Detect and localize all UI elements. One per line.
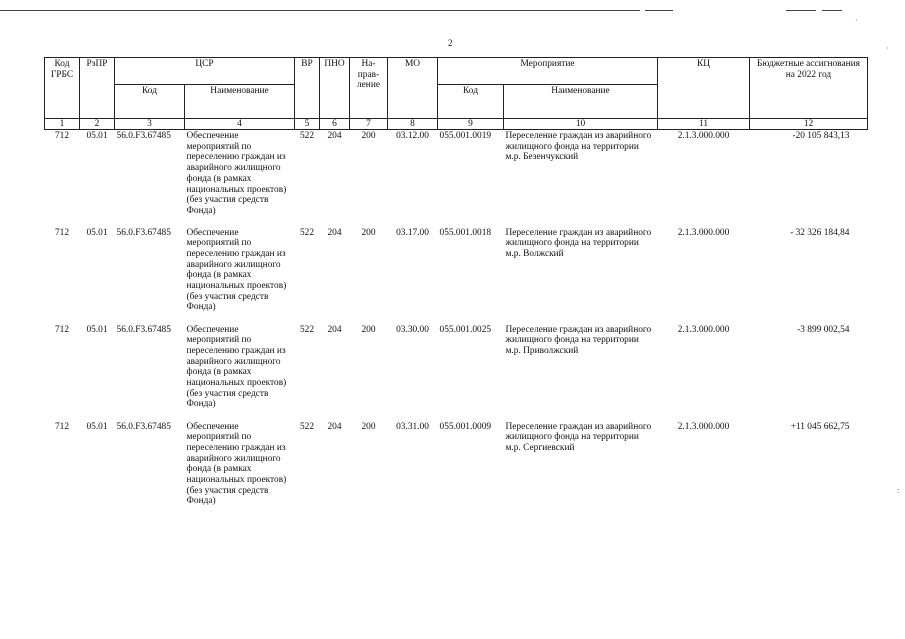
col-number: 12 [750, 119, 868, 130]
scan-speck: · [886, 44, 889, 53]
cell-csr-kod: 56.0.F3.67485 [116, 421, 171, 432]
cell-pno: 204 [327, 324, 342, 335]
cell-meropr-kod: 055.001.0018 [439, 227, 492, 238]
cell-vr: 522 [299, 421, 315, 432]
scan-line-segment [645, 10, 673, 11]
col-number: 11 [658, 119, 750, 130]
cell-amount: -20 105 843,13 [792, 131, 850, 141]
cell-meropr-name: Переселение граждан из аварийного жилищного фонда на территории м.р. Волжский [505, 227, 652, 259]
table-row [45, 421, 868, 521]
cell-rzpr: 05.01 [86, 421, 108, 432]
cell-mo: 03.12.00 [396, 131, 429, 141]
cell-grbs: 712 [54, 227, 70, 238]
col-number: 6 [320, 119, 350, 130]
header-budget: Бюджетные ассигнования на 2022 год [750, 58, 868, 119]
cell-napr: 200 [361, 131, 376, 141]
cell-vr: 522 [299, 227, 315, 238]
cell-meropr-kod: 055.001.0025 [439, 324, 492, 335]
header-csr: ЦСР [115, 58, 295, 85]
scan-speck: · [855, 16, 858, 25]
cell-kc: 2.1.3.000.000 [677, 324, 730, 335]
col-number: 4 [185, 119, 295, 130]
header-meropr-name: Наименование [504, 85, 658, 119]
col-number: 8 [388, 119, 438, 130]
cell-amount: - 32 326 184,84 [790, 227, 850, 238]
cell-kc: 2.1.3.000.000 [677, 131, 730, 141]
cell-vr: 522 [299, 131, 315, 141]
cell-rzpr: 05.01 [86, 227, 108, 238]
cell-kc: 2.1.3.000.000 [677, 421, 730, 432]
cell-napr: 200 [361, 324, 376, 335]
header-meropr-kod: Код [438, 85, 504, 119]
header-kc: КЦ [658, 58, 750, 119]
cell-mo: 03.17.00 [396, 227, 429, 238]
header-csr-kod: Код [115, 85, 185, 119]
cell-mo: 03.31.00 [396, 421, 429, 432]
cell-csr-name: Обеспечение мероприятий по переселению граждан из аварийного жилищного фонда (в рамках национальных проектов) (без участия средств Фонда) [186, 227, 287, 313]
cell-pno: 204 [327, 131, 342, 141]
cell-csr-name: Обеспечение мероприятий по переселению граждан из аварийного жилищного фонда (в рамках национальных проектов) (без участия средств Фонда) [186, 324, 287, 410]
table-row [45, 227, 868, 324]
cell-csr-name: Обеспечение мероприятий по переселению граждан из аварийного жилищного фонда (в рамках национальных проектов) (без участия средств Фонда) [186, 421, 287, 507]
header-meropr: Мероприятие [438, 58, 658, 85]
cell-csr-name: Обеспечение мероприятий по переселению граждан из аварийного жилищного фонда (в рамках национальных проектов) (без участия средств Фонда) [186, 131, 287, 216]
col-number: 5 [295, 119, 320, 130]
cell-napr: 200 [361, 421, 376, 432]
scan-top-line [0, 10, 905, 11]
page-number: 2 [448, 38, 453, 48]
scan-line-segment [822, 10, 842, 11]
col-number: 1 [45, 119, 80, 130]
header-csr-name: Наименование [185, 85, 295, 119]
scan-line-segment [0, 10, 640, 11]
cell-amount: -3 899 002,54 [797, 324, 850, 335]
cell-napr: 200 [361, 227, 376, 238]
header-kod-grbs: Код ГРБС [45, 58, 80, 119]
table-row [45, 130, 868, 227]
cell-mo: 03.30.00 [396, 324, 429, 335]
scan-speck: : [897, 486, 900, 495]
cell-meropr-kod: 055.001.0009 [439, 421, 492, 432]
cell-grbs: 712 [54, 131, 70, 141]
col-number: 7 [350, 119, 388, 130]
cell-csr-kod: 56.0.F3.67485 [116, 227, 171, 238]
scan-line-segment [786, 10, 816, 11]
budget-table [44, 57, 868, 521]
col-number: 2 [80, 119, 115, 130]
cell-rzpr: 05.01 [86, 324, 108, 335]
cell-grbs: 712 [54, 421, 70, 432]
col-number: 10 [504, 119, 658, 130]
cell-meropr-name: Переселение граждан из аварийного жилищного фонда на территории м.р. Сергиевский [505, 421, 652, 453]
header-napr: На-прав-ление [350, 58, 388, 119]
cell-amount: +11 045 662,75 [790, 421, 850, 432]
header-pno: ПНО [320, 58, 350, 119]
cell-rzpr: 05.01 [86, 131, 108, 141]
header-vr: ВР [295, 58, 320, 119]
cell-meropr-kod: 055.001.0019 [439, 131, 492, 141]
col-number: 9 [438, 119, 504, 130]
cell-csr-kod: 56.0.F3.67485 [116, 131, 171, 141]
cell-grbs: 712 [54, 324, 70, 335]
cell-pno: 204 [327, 227, 342, 238]
header-mo: МО [388, 58, 438, 119]
col-number: 3 [115, 119, 185, 130]
cell-meropr-name: Переселение граждан из аварийного жилищного фонда на территории м.р. Безенчукский [505, 131, 652, 163]
cell-kc: 2.1.3.000.000 [677, 227, 730, 238]
cell-meropr-name: Переселение граждан из аварийного жилищного фонда на территории м.р. Приволжский [505, 324, 652, 356]
table-row [45, 324, 868, 421]
cell-pno: 204 [327, 421, 342, 432]
header-rzpr: РзПР [80, 58, 115, 119]
cell-vr: 522 [299, 324, 315, 335]
cell-csr-kod: 56.0.F3.67485 [116, 324, 171, 335]
